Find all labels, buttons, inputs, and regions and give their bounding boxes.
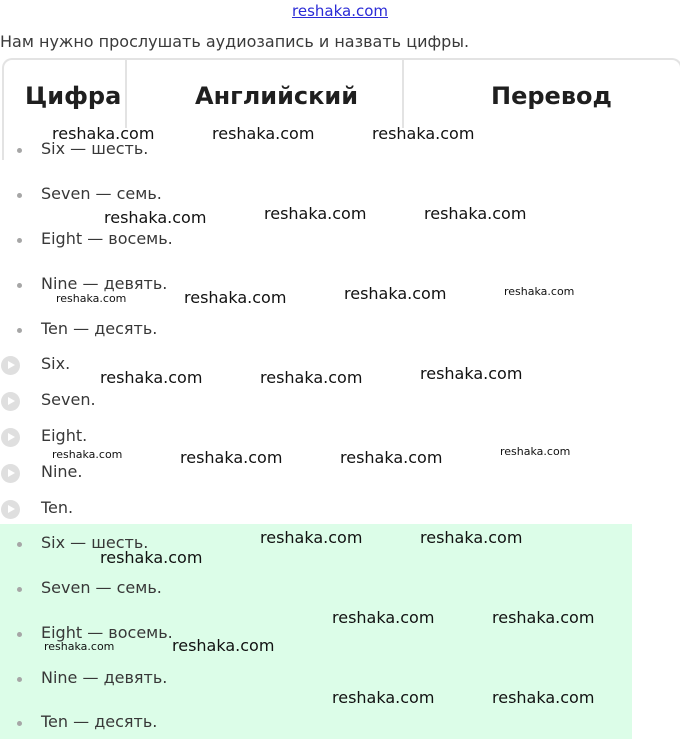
intro-text: Нам нужно прослушать аудиозапись и назвать цифры. — [0, 32, 470, 51]
watermark: reshaka.com — [264, 204, 367, 223]
bullet-dot-icon — [17, 721, 22, 726]
bullet-dot-icon — [17, 193, 22, 198]
bullet-dot-icon — [17, 632, 22, 637]
watermark: reshaka.com — [424, 204, 527, 223]
header-english: Английский — [195, 82, 359, 110]
play-icon[interactable] — [1, 500, 20, 519]
watermark: reshaka.com — [420, 364, 523, 383]
play-icon[interactable] — [1, 356, 20, 375]
watermark: reshaka.com — [344, 284, 447, 303]
column-divider — [125, 60, 127, 128]
watermark: reshaka.com — [260, 528, 363, 547]
bullet-dot-icon — [17, 148, 22, 153]
bullet-dot-icon — [17, 238, 22, 243]
bullet-dot-icon — [17, 328, 22, 333]
watermark: reshaka.com — [100, 368, 203, 387]
watermark: reshaka.com — [44, 640, 115, 653]
watermark: reshaka.com — [504, 285, 575, 298]
watermark: reshaka.com — [492, 688, 595, 707]
watermark: reshaka.com — [260, 368, 363, 387]
watermark: reshaka.com — [172, 636, 275, 655]
watermark: reshaka.com — [180, 448, 283, 467]
watermark: reshaka.com — [56, 292, 127, 305]
watermark: reshaka.com — [212, 124, 315, 143]
bullet-dot-icon — [17, 542, 22, 547]
watermark: reshaka.com — [340, 448, 443, 467]
site-link[interactable]: reshaka.com — [292, 2, 388, 20]
watermark: reshaka.com — [420, 528, 523, 547]
bullet-dot-icon — [17, 283, 22, 288]
column-divider — [402, 60, 404, 128]
watermark: reshaka.com — [332, 608, 435, 627]
watermark: reshaka.com — [100, 548, 203, 567]
watermark: reshaka.com — [332, 688, 435, 707]
watermark: reshaka.com — [52, 448, 123, 461]
watermark: reshaka.com — [104, 208, 207, 227]
watermark: reshaka.com — [184, 288, 287, 307]
watermark: reshaka.com — [492, 608, 595, 627]
header-translation: Перевод — [491, 82, 612, 110]
watermark: reshaka.com — [372, 124, 475, 143]
header-digit: Цифра — [25, 82, 122, 110]
watermark: reshaka.com — [52, 124, 155, 143]
play-icon[interactable] — [1, 428, 20, 447]
play-icon[interactable] — [1, 464, 20, 483]
bullet-dot-icon — [17, 677, 22, 682]
bullet-dot-icon — [17, 587, 22, 592]
watermark: reshaka.com — [500, 445, 571, 458]
play-icon[interactable] — [1, 392, 20, 411]
